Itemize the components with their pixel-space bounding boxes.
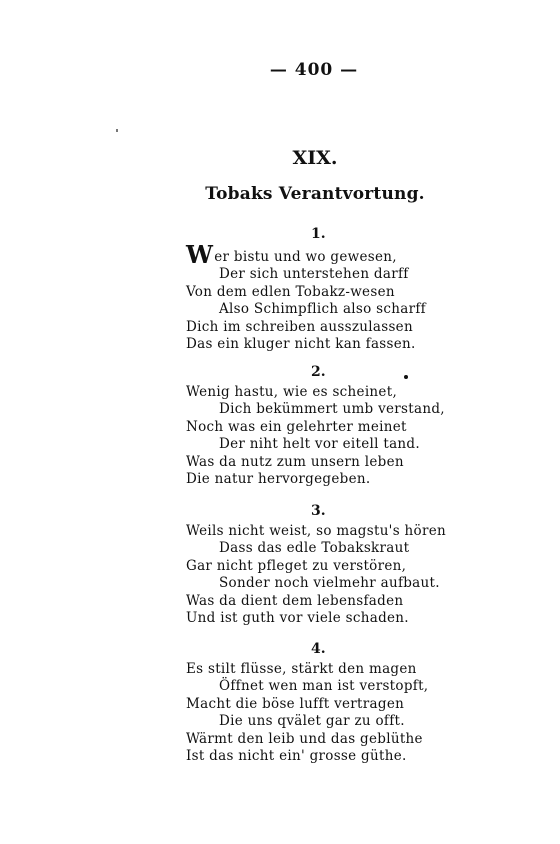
verse-line: Der sich unterstehen darff (219, 266, 409, 283)
verse-line: Weils nicht weist, so magstu's hören (186, 523, 446, 539)
verse-line: Und ist guth vor viele schaden. (186, 610, 409, 627)
verse-text: er bistu und wo gewesen, (214, 249, 397, 265)
ink-speck (404, 375, 408, 379)
poem-title: Tobaks Verantvortung. (205, 184, 425, 204)
stanza-2 (186, 364, 546, 488)
stanza-number: 3. (311, 503, 326, 519)
verse-line (186, 240, 546, 269)
chapter-numeral: XIX. (292, 147, 338, 169)
page-number: — 400 — (269, 60, 359, 80)
verse-line: Sonder noch vielmehr aufbaut. (219, 575, 440, 592)
verse-line: Gar nicht pfleget zu verstören, (186, 557, 407, 574)
verse-line: Dass das edle Tobakskraut (219, 540, 410, 557)
drop-cap: W (186, 240, 214, 269)
verse-line: Ist das nicht ein' grosse güthe. (186, 748, 407, 765)
verse-line: Was da nutz zum unsern leben (186, 453, 404, 470)
stanza-1 (186, 226, 546, 353)
verse-line: Das ein kluger nicht kan fassen. (186, 336, 416, 353)
verse-line: Der niht helt vor eitell tand. (219, 436, 420, 453)
stanza-number: 2. (311, 364, 326, 380)
stanza-number: 1. (311, 226, 326, 242)
verse-line: Macht die böse lufft vertragen (186, 695, 405, 712)
verse-line: Öffnet wen man ist verstopft, (219, 678, 429, 695)
verse-line: Die natur hervorgegeben. (186, 471, 371, 488)
verse-line: Von dem edlen Tobakz-wesen (186, 283, 395, 300)
verse-line: Noch was ein gelehrter meinet (186, 418, 407, 435)
verse-line: Was da dient dem lebensfaden (186, 592, 404, 609)
verse-line: Dich im schreiben ausszulassen (186, 318, 413, 335)
verse-line: Also Schimpflich also scharff (219, 301, 426, 318)
verse-line: Es stilt flüsse, stärkt den magen (186, 661, 417, 677)
stanza-number: 4. (311, 641, 326, 657)
verse-line: Wärmt den leib und das geblüthe (186, 730, 423, 747)
stanza-3 (186, 503, 546, 627)
verse-line: Die uns qvälet gar zu offt. (219, 713, 405, 730)
verse-line: Dich bekümmert umb verstand, (219, 401, 445, 418)
stanza-4 (186, 641, 546, 765)
verse-line: Wenig hastu, wie es scheinet, (186, 384, 398, 400)
margin-mark (116, 129, 118, 132)
